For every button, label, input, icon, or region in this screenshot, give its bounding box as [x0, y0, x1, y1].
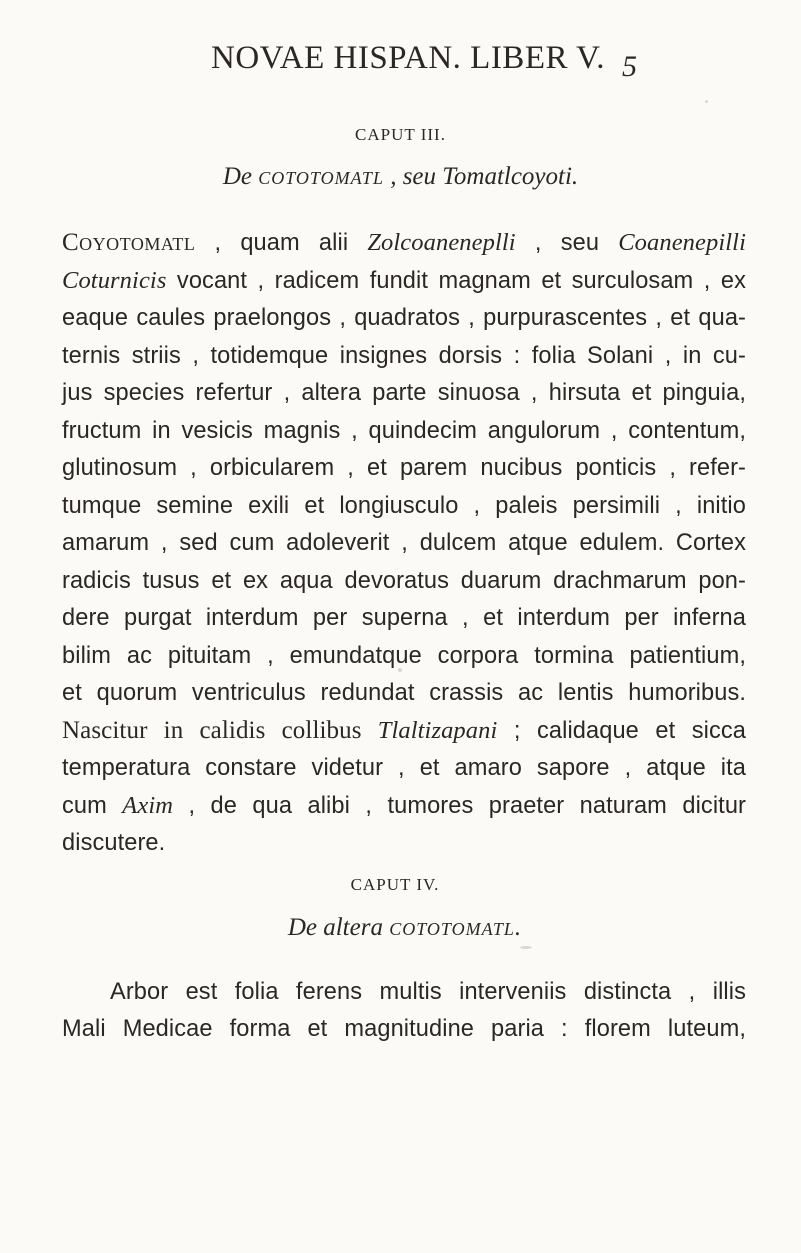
paragraph-line: Mali Medicae forma et magnitudine paria : florem luteum, [62, 1016, 746, 1042]
text-span: , seu [515, 230, 619, 256]
paragraph-line: fructum in vesicis magnis , quindecim angulorum , contentum, [62, 418, 746, 444]
paper-speck [520, 946, 532, 949]
paragraph-line [62, 266, 746, 296]
paragraph-line: tumque semine exili et longiusculo , paleis persimili , initio [62, 493, 746, 519]
italic-name: Zolcoaneneplli [367, 229, 516, 256]
heading-plant-name: cototomatl [258, 163, 384, 190]
chapter-3-label: CAPUT III. [355, 125, 446, 144]
paper-speck [398, 668, 402, 672]
paragraph-line: dere purgat interdum per superna , et interdum per inferna [62, 605, 746, 631]
chapter-4-label: CAPUT IV. [350, 875, 440, 894]
paper-speck [705, 100, 708, 103]
paragraph-line: Arbor est folia ferens multis interveniis distincta , illis [110, 979, 746, 1005]
paragraph-line: ternis striis , totidemque insignes dorsis : folia Solani , in cu- [62, 343, 746, 369]
paragraph-line [62, 228, 746, 258]
text-span: ; calidaque et sicca [497, 718, 746, 744]
paragraph-line [62, 716, 746, 746]
text-span: cum [62, 793, 123, 819]
paragraph-line: amarum , sed cum adoleverit , dulcem atque edulem. Cortex [62, 530, 746, 556]
paragraph-line: radicis tusus et ex aqua devoratus duarum drachmarum pon- [62, 568, 746, 594]
text-span: Nascitur in calidis collibus [62, 717, 378, 744]
heading-rest: , seu Tomatlcoyoti. [383, 163, 579, 190]
paragraph-line: eaque caules praelongos , quadratos , purpurascentes , et qua- [62, 305, 746, 331]
chapter-3-heading [0, 163, 801, 191]
paragraph-line [62, 791, 746, 821]
heading-de: De altera [287, 914, 390, 941]
text-span: , quam alii [195, 230, 368, 256]
paragraph-line: discutere. [62, 830, 166, 856]
italic-name: Coanenepilli [618, 229, 746, 256]
plant-name-smallcaps: Coyotomatl [62, 229, 196, 256]
italic-name: Coturnicis [62, 267, 167, 294]
text-span: , de qua alibi , tumores praeter naturam dicitur [173, 793, 746, 819]
paragraph-line: glutinosum , orbicularem , et parem nucibus ponticis , refer- [62, 455, 746, 481]
page-number: 5 [622, 50, 637, 83]
italic-name: Axim [122, 792, 174, 819]
paragraph-line: jus species refertur , altera parte sinuosa , hirsuta et pinguia, [62, 380, 746, 406]
paragraph-line: bilim ac pituitam , emundatque corpora tormina patientium, [62, 643, 746, 669]
paragraph-line: et quorum ventriculus redundat crassis ac lentis humoribus. [62, 680, 746, 706]
heading-plant-name: cototomatl. [389, 914, 523, 941]
heading-de: De [222, 163, 259, 190]
text-span: vocant , radicem fundit magnam et surculosam , ex [166, 268, 746, 294]
italic-place-name: Tlaltizapani [377, 717, 498, 744]
chapter-4-heading [220, 914, 590, 942]
running-title: NOVAE HISPAN. LIBER V. [211, 40, 605, 76]
paragraph-line: temperatura constare videtur , et amaro sapore , atque ita [62, 755, 746, 781]
